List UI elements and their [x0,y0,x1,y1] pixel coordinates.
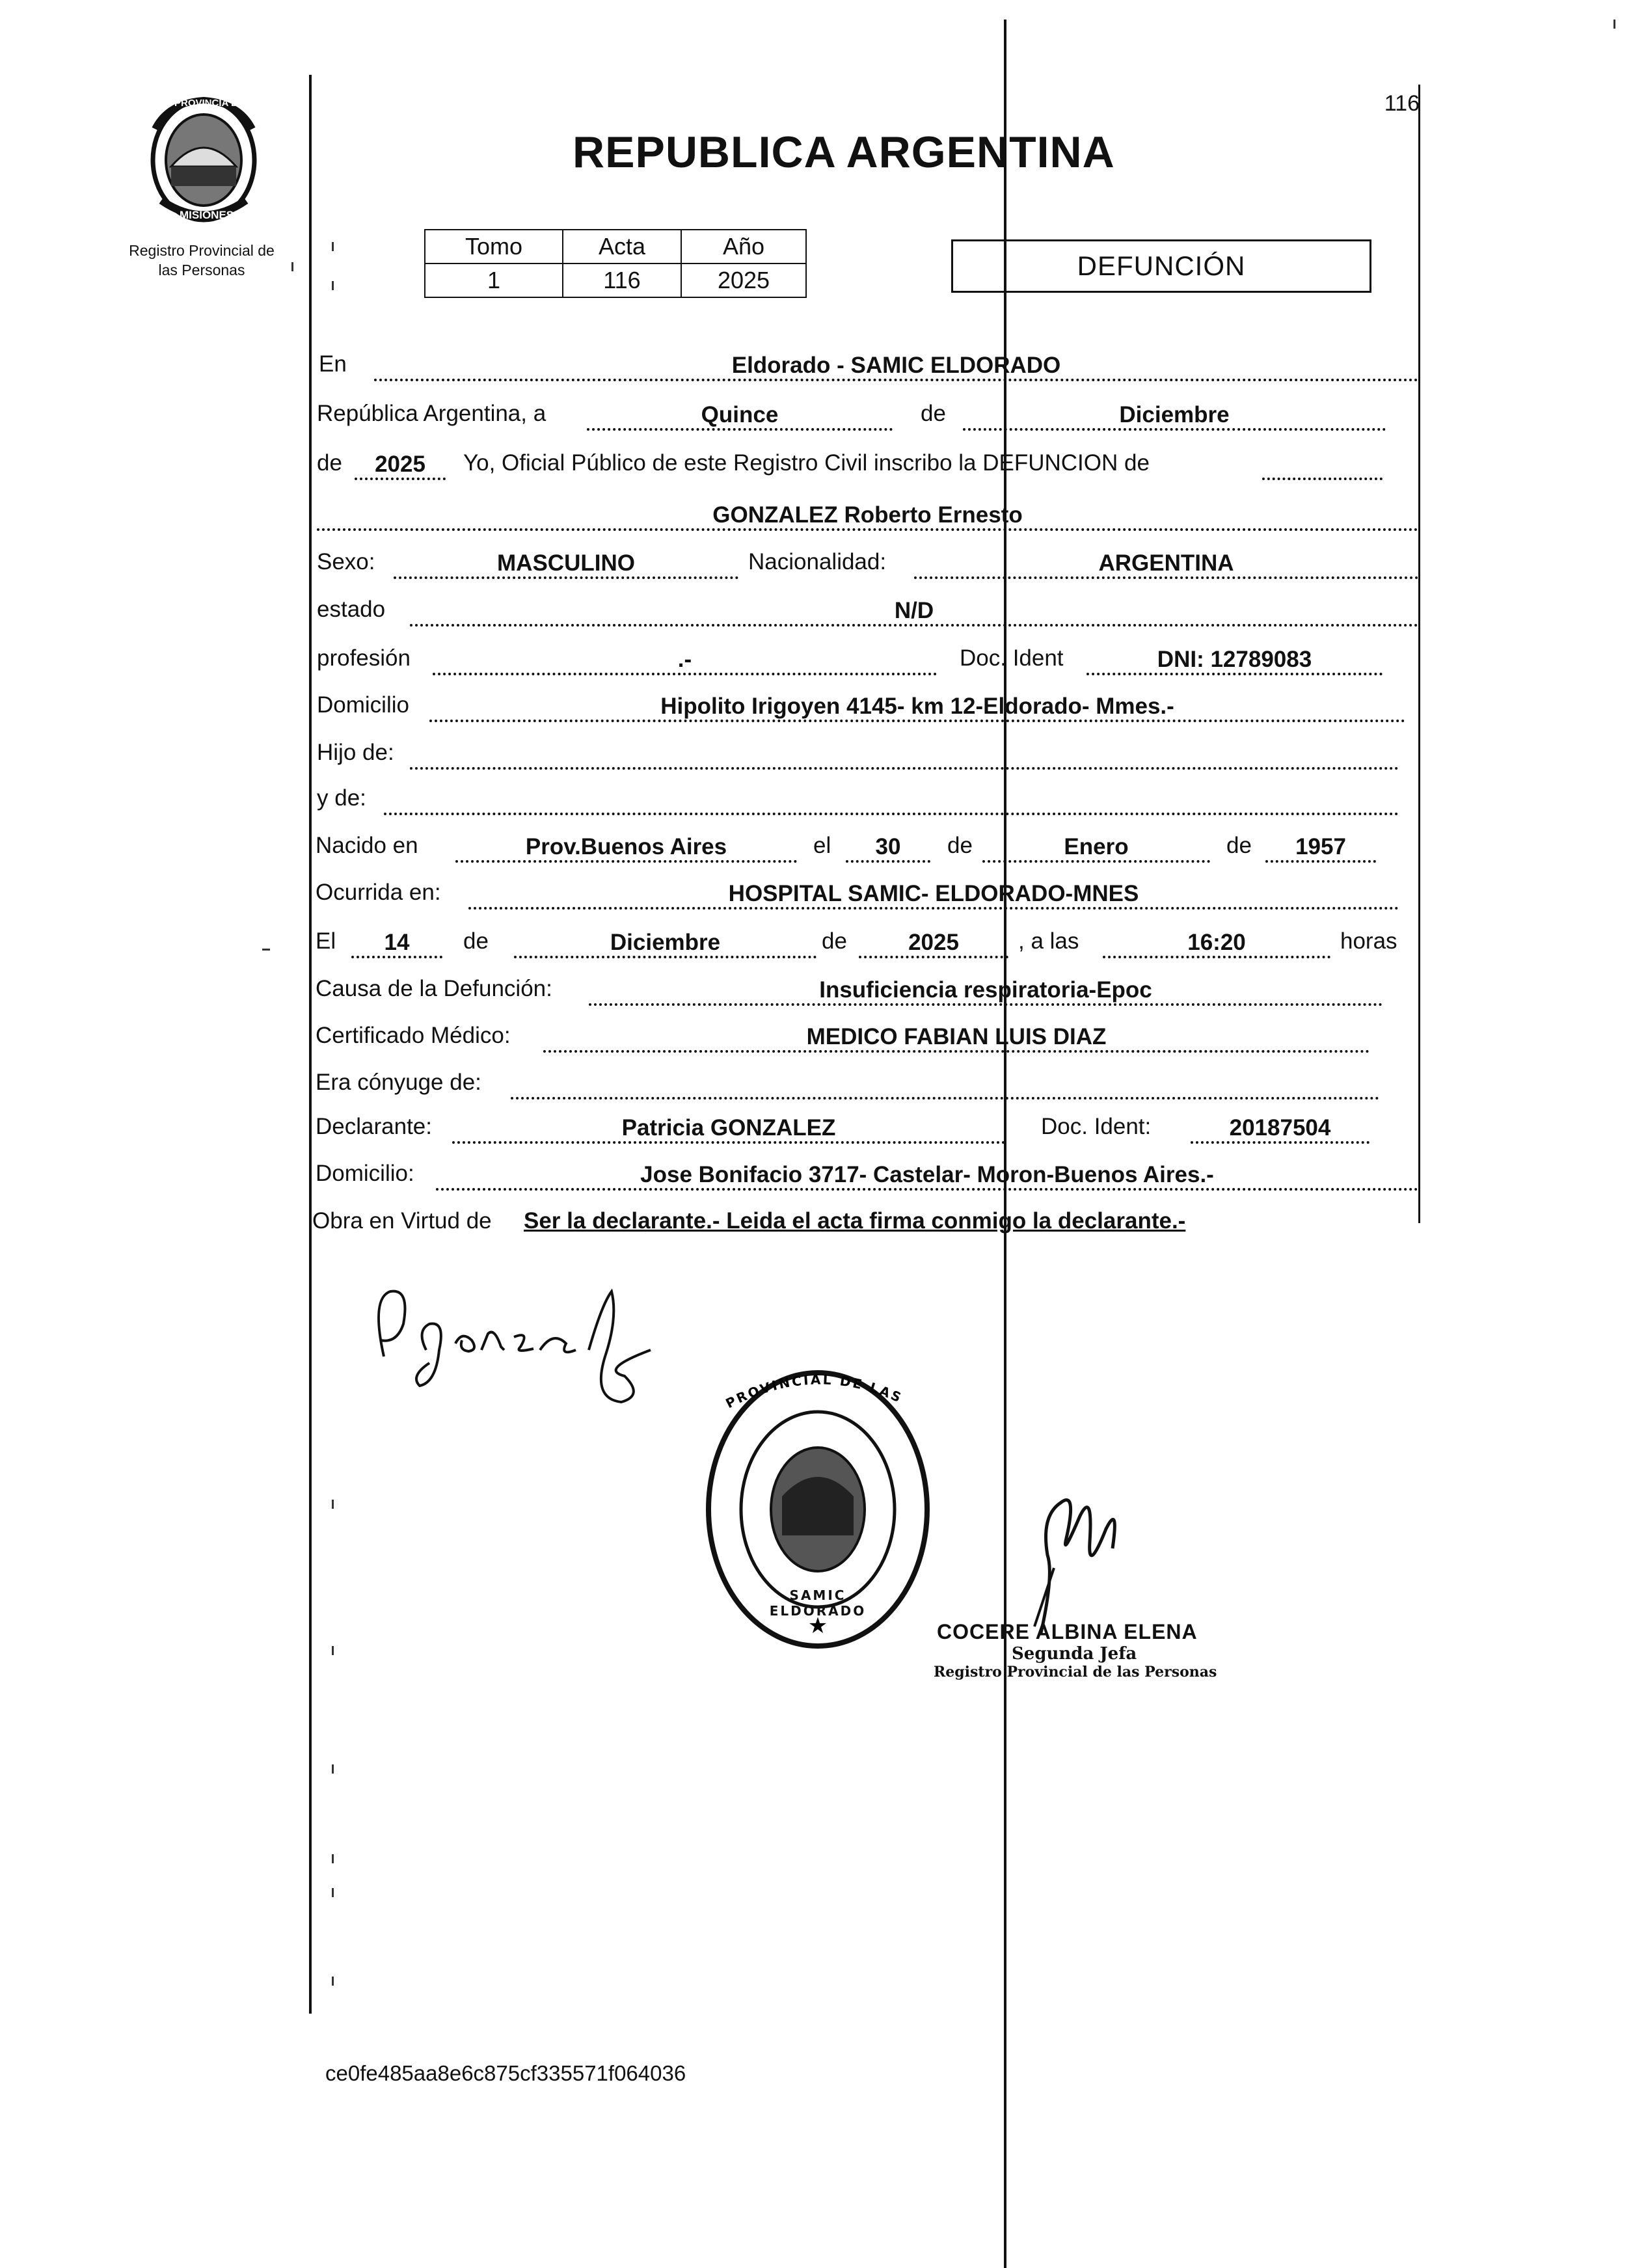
line-estado [0,589,1633,629]
field-nac-anio: 1957 [1265,834,1376,863]
field-anio: 2025 [355,452,446,480]
page-number: 116 [1384,91,1420,116]
table-value-tomo: 1 [425,263,563,297]
line-certificado [0,1015,1633,1055]
field-nac-mes: Enero [982,834,1210,863]
margin-tick [332,281,334,290]
line-profesion [0,638,1633,678]
official-role: Segunda Jefa [1012,1644,1137,1664]
line-conyuge [0,1062,1633,1102]
label-el-nac: el [813,833,831,858]
field-conyuge [511,1071,1379,1100]
emblem-top-text: PROVINCIA DE [174,98,245,109]
field-dia-texto: Quince [587,402,893,431]
official-name: COCERE ALBINA ELENA [937,1620,1198,1643]
svg-text:PROVINCIAL DE LAS: PROVINCIAL DE LAS [723,1373,906,1412]
field-nacionalidad: ARGENTINA [914,550,1418,579]
table-header-acta: Acta [563,230,681,263]
field-declarante: Patricia GONZALEZ [452,1115,1005,1144]
field-hora: 16:20 [1103,930,1330,958]
label-horas: horas [1340,928,1397,954]
label-a-las: , a las [1018,928,1079,954]
line-declarante [0,1106,1633,1146]
field-nacido-en: Prov.Buenos Aires [455,834,797,863]
margin-tick [332,1977,334,1986]
label-domicilio: Domicilio [317,692,409,718]
line-ocurrida [0,872,1633,912]
field-obra: Ser la declarante.- Leida el acta firma conmigo la declarante.- [524,1208,1186,1234]
field-hijo-de [410,741,1399,770]
stamp-inner-text: SAMIC ELDORADO [769,1587,867,1619]
document-hash: ce0fe485aa8e6c875cf335571f064036 [325,2061,686,2085]
label-yo-text: Yo, Oficial Público de este Registro Civil inscribo la DEFUNCION de [463,450,1150,476]
label-declarante: Declarante: [316,1114,432,1139]
label-domicilio-declarante: Domicilio: [316,1161,414,1186]
label-ocurrida-en: Ocurrida en: [316,880,441,905]
corner-mark [1613,20,1615,29]
margin-dash [262,949,270,951]
label-sexo: Sexo: [317,549,375,574]
line-domicilio-declarante [0,1153,1633,1193]
label-profesion: profesión [317,645,411,671]
field-mes-texto: Diciembre [963,402,1386,431]
line-sexo [0,541,1633,582]
label-nacionalidad: Nacionalidad: [748,549,887,574]
line-hijo-de [0,732,1633,772]
page-title: REPUBLICA ARGENTINA [573,128,1115,177]
table-header-anio: Año [681,230,806,263]
field-profesion: .- [433,647,937,675]
field-def-anio: 2025 [859,930,1008,958]
line-domicilio [0,684,1633,725]
margin-tick [332,1764,334,1774]
label-causa: Causa de la Defunción: [316,976,552,1001]
field-domicilio: Hipolito Irigoyen 4145- km 12-Eldorado- Mmes.- [429,694,1405,722]
field-blank-end [1262,452,1383,480]
label-doc-ident: Doc. Ident [960,645,1064,671]
svg-text:★: ★ [807,1613,828,1639]
field-certificado: MEDICO FABIAN LUIS DIAZ [543,1024,1370,1053]
field-causa: Insuficiencia respiratoria-Epoc [589,977,1383,1006]
margin-tick [332,1500,334,1509]
table-header-tomo: Tomo [425,230,563,263]
line-obra [0,1200,1633,1241]
registry-label [104,241,299,280]
label-en: En [319,351,347,377]
table-value-acta: 116 [563,263,681,297]
margin-tick [332,242,334,251]
field-def-mes: Diciembre [514,930,816,958]
official-office: Registro Provincial de las Personas [934,1664,1217,1681]
line-en [0,344,1633,384]
label-obra: Obra en Virtud de [312,1208,492,1234]
emblem-bottom-text: MISIONES [180,209,234,221]
field-declarante-domicilio: Jose Bonifacio 3717- Castelar- Moron-Buenos Aires.- [436,1162,1418,1191]
field-lugar: Eldorado - SAMIC ELDORADO [374,353,1418,381]
label-republica: República Argentina, a [317,401,547,426]
label-de-nac-anio: de [1226,833,1252,858]
stamp-arc-label [722,1373,917,1415]
label-y-de: y de: [317,785,366,811]
registry-label-line2: las Personas [158,262,245,278]
field-def-dia: 14 [351,930,442,958]
margin-tick [291,262,293,271]
label-conyuge: Era cónyuge de: [316,1070,481,1095]
label-de-def-mes: de [463,928,489,954]
label-de-nac-mes: de [947,833,973,858]
field-sexo: MASCULINO [394,550,738,579]
label-nacido-en: Nacido en [316,833,418,858]
field-nombre: GONZALEZ Roberto Ernesto [317,502,1418,531]
label-doc-ident-declarante: Doc. Ident: [1041,1114,1152,1139]
document-type-box: DEFUNCIÓN [951,239,1371,293]
margin-tick [332,1646,334,1655]
label-el-def: El [316,928,336,954]
provincial-emblem [142,90,265,230]
margin-tick [332,1854,334,1863]
field-y-de [384,787,1399,815]
line-nombre [0,493,1633,533]
field-nac-dia: 30 [846,834,930,863]
line-fecha [0,393,1633,433]
label-certificado: Certificado Médico: [316,1023,511,1048]
field-ocurrida-en: HOSPITAL SAMIC- ELDORADO-MNES [468,881,1399,910]
table-value-anio: 2025 [681,263,806,297]
label-hijo-de: Hijo de: [317,740,394,765]
declarante-signature [364,1278,664,1409]
official-signature-block [934,1620,1217,1681]
margin-tick [332,1888,334,1897]
label-de-def-anio: de [822,928,847,954]
line-anio [0,442,1633,483]
label-estado: estado [317,597,386,622]
line-nacido [0,825,1633,865]
registry-label-line1: Registro Provincial de [129,242,275,259]
field-estado: N/D [410,598,1418,627]
line-y-de [0,777,1633,818]
line-causa [0,968,1633,1008]
record-table [424,229,807,298]
field-declarante-doc: 20187504 [1191,1115,1370,1144]
label-de-mes: de [921,401,946,426]
field-documento: DNI: 12789083 [1086,647,1383,675]
label-de-anio: de [317,450,342,476]
line-fecha-defuncion [0,921,1633,961]
